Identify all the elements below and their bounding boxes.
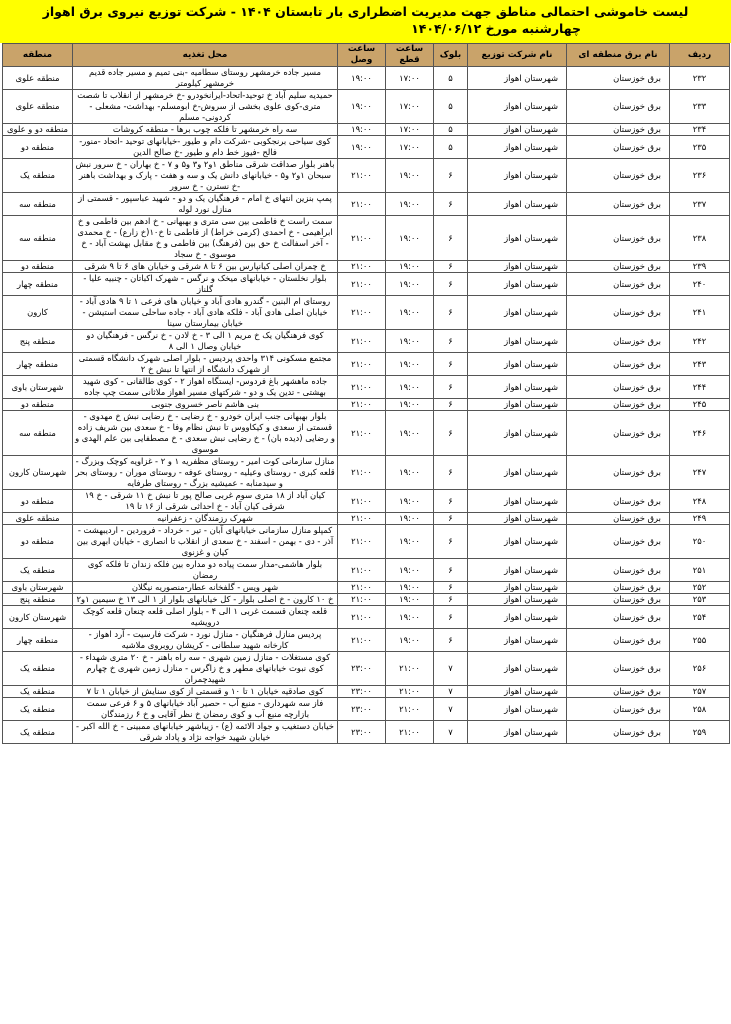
table-row (3, 124, 730, 136)
cell-idx: ۲۵۴ (670, 606, 730, 629)
table-row (3, 513, 730, 525)
cell-zone: منطقه یک (3, 686, 73, 698)
table-row (3, 606, 730, 629)
header-on: ساعت وصل (338, 44, 386, 67)
cell-loc: بلوار نخلستان - خیابانهای میخک و نرگس - شهرک اکباتان - چنبیه علیا - گلناز (73, 273, 338, 296)
cell-off: ۱۹:۰۰ (386, 513, 434, 525)
cell-dist: شهرستان اهواز (468, 67, 567, 90)
cell-block: ۵ (434, 124, 468, 136)
cell-block: ۶ (434, 456, 468, 490)
cell-idx: ۲۵۰ (670, 525, 730, 559)
cell-loc: منازل سازمانی کوت امیر - روستای مظفریه ۱ و ۲ - غزاویه کوچک وبزرگ - قلعه کبری - روستای وعیلیه - روستای عوفه - روستای موران - روستای بحر و سیدمنابه - عمیشیه بزرگ - روستای طرفایه (73, 456, 338, 490)
document-title: لیست خاموشی احتمالی مناطق جهت مدیریت اضطراری بار تابستان ۱۴۰۴ - شرکت توزیع نیروی برق اهواز (42, 4, 689, 19)
cell-dist: شهرستان اهواز (468, 525, 567, 559)
cell-idx: ۲۳۳ (670, 90, 730, 124)
cell-block: ۷ (434, 652, 468, 686)
cell-on: ۲۱:۰۰ (338, 353, 386, 376)
cell-on: ۲۱:۰۰ (338, 193, 386, 216)
cell-company: برق خوزستان (567, 559, 670, 582)
cell-company: برق خوزستان (567, 606, 670, 629)
cell-zone: شهرستان کارون (3, 606, 73, 629)
cell-zone: منطقه دو (3, 136, 73, 159)
cell-off: ۲۱:۰۰ (386, 698, 434, 721)
cell-on: ۲۱:۰۰ (338, 159, 386, 193)
table-row (3, 652, 730, 686)
cell-dist: شهرستان اهواز (468, 353, 567, 376)
cell-company: برق خوزستان (567, 411, 670, 456)
cell-zone: منطقه یک (3, 159, 73, 193)
cell-on: ۲۱:۰۰ (338, 513, 386, 525)
cell-idx: ۲۴۹ (670, 513, 730, 525)
cell-off: ۱۹:۰۰ (386, 606, 434, 629)
cell-zone: منطقه دو (3, 525, 73, 559)
cell-dist: شهرستان اهواز (468, 136, 567, 159)
cell-loc: فاز سه شهرداری - منبع آب - حصیر آباد خیابانهای ۵ و ۶ فرعی سمت بازارچه منبع آب و کوی رمضان خ نظر آقایی و خ ۶ رزمندگان (73, 698, 338, 721)
cell-off: ۱۹:۰۰ (386, 456, 434, 490)
cell-off: ۲۱:۰۰ (386, 721, 434, 744)
header-block: بلوک (434, 44, 468, 67)
cell-off: ۱۹:۰۰ (386, 261, 434, 273)
title-band (0, 0, 731, 43)
table-row (3, 67, 730, 90)
table-row (3, 411, 730, 456)
table-row (3, 376, 730, 399)
cell-zone: منطقه علوی (3, 90, 73, 124)
cell-off: ۱۷:۰۰ (386, 124, 434, 136)
cell-idx: ۲۴۸ (670, 490, 730, 513)
cell-loc: خیابان دستغیب و جواد الائمه (ع) - زیباشهر خیابانهای ممبینی - خ الله اکبر - خیابان شهید خواجه نژاد و پاداد شرقی (73, 721, 338, 744)
cell-dist: شهرستان اهواز (468, 376, 567, 399)
cell-company: برق خوزستان (567, 456, 670, 490)
cell-block: ۷ (434, 721, 468, 744)
cell-on: ۲۳:۰۰ (338, 721, 386, 744)
cell-company: برق خوزستان (567, 296, 670, 330)
cell-idx: ۲۴۶ (670, 411, 730, 456)
table-row (3, 490, 730, 513)
cell-loc: پمپ بنزین انتهای خ امام - فرهنگیان یک و دو - شهید عباسپور - قسمتی از منازل نورد لوله (73, 193, 338, 216)
cell-dist: شهرستان اهواز (468, 629, 567, 652)
table-row (3, 629, 730, 652)
cell-loc: پردیس منازل فرهنگیان - منازل نورد - شرکت فارسیت - آرد اهواز - کارخانه شهید سلطانی - کریشان روبروی ملاشیه (73, 629, 338, 652)
cell-block: ۷ (434, 698, 468, 721)
cell-company: برق خوزستان (567, 273, 670, 296)
cell-dist: شهرستان اهواز (468, 330, 567, 353)
cell-off: ۱۹:۰۰ (386, 490, 434, 513)
cell-zone: منطقه سه (3, 411, 73, 456)
cell-loc: مسیر جاده خرمشهر روستای سطامیه -بنی تمیم و مسیر جاده قدیم خرمشهر کیلومتر (73, 67, 338, 90)
cell-off: ۱۷:۰۰ (386, 136, 434, 159)
table-row (3, 686, 730, 698)
cell-idx: ۲۳۴ (670, 124, 730, 136)
cell-idx: ۲۴۳ (670, 353, 730, 376)
cell-company: برق خوزستان (567, 124, 670, 136)
cell-zone: منطقه پنج (3, 594, 73, 606)
cell-block: ۶ (434, 216, 468, 261)
cell-off: ۱۹:۰۰ (386, 330, 434, 353)
cell-dist: شهرستان اهواز (468, 606, 567, 629)
cell-block: ۶ (434, 513, 468, 525)
cell-dist: شهرستان اهواز (468, 582, 567, 594)
cell-off: ۱۹:۰۰ (386, 525, 434, 559)
cell-company: برق خوزستان (567, 513, 670, 525)
cell-loc: شهر ویس - گلفخانه عطار-منصوریه نیگلان (73, 582, 338, 594)
cell-idx: ۲۳۸ (670, 216, 730, 261)
table-row (3, 698, 730, 721)
cell-dist: شهرستان اهواز (468, 216, 567, 261)
cell-off: ۱۹:۰۰ (386, 216, 434, 261)
cell-loc: کیان آباد از ۱۸ متری سوم غربی صالح پور تا نبش خ ۱۱ شرقی - خ ۱۹ شرقی کیان آباد - خ احداثی شرقی از ۱۶ تا ۱۹ (73, 490, 338, 513)
cell-idx: ۲۳۷ (670, 193, 730, 216)
document-date: چهارشنبه مورخ ۱۴۰۴/۰۶/۱۲ (411, 21, 581, 36)
cell-idx: ۲۴۷ (670, 456, 730, 490)
cell-on: ۲۱:۰۰ (338, 216, 386, 261)
cell-zone: منطقه سه (3, 216, 73, 261)
cell-block: ۷ (434, 686, 468, 698)
cell-block: ۵ (434, 67, 468, 90)
cell-on: ۱۹:۰۰ (338, 124, 386, 136)
cell-dist: شهرستان اهواز (468, 124, 567, 136)
cell-idx: ۲۴۲ (670, 330, 730, 353)
cell-idx: ۲۵۵ (670, 629, 730, 652)
table-header-row (3, 44, 730, 67)
cell-loc: کوی صادقیه خیابان ۱ تا ۱۰ و قسمتی از کوی سنایش از خیابان ۱ تا ۷ (73, 686, 338, 698)
cell-on: ۲۱:۰۰ (338, 399, 386, 411)
cell-idx: ۲۴۰ (670, 273, 730, 296)
cell-loc: حمیدیه سلیم آباد خ توحید-اتحاد-ایرانخودرو -خ خرمشهر از انقلاب تا شصت متری-کوی علوی بخشی از سروش-خ ابومسلم- بهداشت- مشعلی - کردونی- مسلم (73, 90, 338, 124)
cell-loc: خ ۱۰ کارون - خ اصلی بلوار - کل خیابانهای بلوار از ۱ الی ۱۳ خ سیمین ۱و۲ (73, 594, 338, 606)
cell-zone: منطقه یک (3, 721, 73, 744)
cell-block: ۵ (434, 136, 468, 159)
cell-company: برق خوزستان (567, 193, 670, 216)
cell-zone: منطقه یک (3, 559, 73, 582)
cell-idx: ۲۳۵ (670, 136, 730, 159)
cell-company: برق خوزستان (567, 67, 670, 90)
cell-idx: ۲۴۴ (670, 376, 730, 399)
table-row (3, 721, 730, 744)
cell-on: ۱۹:۰۰ (338, 90, 386, 124)
header-zone: منطقه (3, 44, 73, 67)
cell-company: برق خوزستان (567, 261, 670, 273)
cell-company: برق خوزستان (567, 330, 670, 353)
header-idx: ردیف (670, 44, 730, 67)
table-row (3, 353, 730, 376)
cell-loc: سه راه خرمشهر تا فلکه چوب برها - منطقه کروشات (73, 124, 338, 136)
cell-idx: ۲۴۵ (670, 399, 730, 411)
cell-on: ۲۱:۰۰ (338, 261, 386, 273)
cell-company: برق خوزستان (567, 721, 670, 744)
cell-off: ۱۹:۰۰ (386, 376, 434, 399)
cell-off: ۲۱:۰۰ (386, 652, 434, 686)
cell-on: ۲۱:۰۰ (338, 411, 386, 456)
cell-block: ۶ (434, 559, 468, 582)
table-row (3, 330, 730, 353)
cell-on: ۲۱:۰۰ (338, 525, 386, 559)
cell-idx: ۲۴۱ (670, 296, 730, 330)
cell-loc: بلوار بهبهانی جنب ایران خودرو - خ رضایی - خ رضایی نبش خ مهدوی - قسمتی از سعدی و کیکاووس تا نبش نظام وفا - خ سعدی بین شریف زاده و رضایی (دیده بان) - خ رضایی نبش سعدی - خ مصطفایی بین علم الهدی و موسوی (73, 411, 338, 456)
cell-zone: شهرستان باوی (3, 582, 73, 594)
cell-loc: بنی هاشم ناصر خسروی جنوبی (73, 399, 338, 411)
header-company: نام برق منطقه ای (567, 44, 670, 67)
header-off: ساعت قطع (386, 44, 434, 67)
cell-block: ۶ (434, 261, 468, 273)
cell-off: ۱۹:۰۰ (386, 193, 434, 216)
cell-idx: ۲۵۹ (670, 721, 730, 744)
cell-on: ۲۱:۰۰ (338, 582, 386, 594)
cell-on: ۲۱:۰۰ (338, 273, 386, 296)
cell-dist: شهرستان اهواز (468, 261, 567, 273)
cell-idx: ۲۵۲ (670, 582, 730, 594)
cell-on: ۲۱:۰۰ (338, 594, 386, 606)
cell-off: ۱۹:۰۰ (386, 559, 434, 582)
cell-block: ۶ (434, 582, 468, 594)
cell-idx: ۲۵۱ (670, 559, 730, 582)
header-dist: نام شرکت توزیع (468, 44, 567, 67)
cell-block: ۶ (434, 159, 468, 193)
table-row (3, 296, 730, 330)
table-row (3, 136, 730, 159)
cell-on: ۲۱:۰۰ (338, 490, 386, 513)
cell-on: ۱۹:۰۰ (338, 67, 386, 90)
cell-dist: شهرستان اهواز (468, 559, 567, 582)
cell-zone: منطقه یک (3, 652, 73, 686)
cell-off: ۱۹:۰۰ (386, 629, 434, 652)
table-body (3, 67, 730, 744)
cell-zone: منطقه دو و علوی (3, 124, 73, 136)
cell-loc: بلوار هاشمی-مدار سمت پیاده دو مداره بین فلکه زندان تا فلکه کوی رمضان (73, 559, 338, 582)
cell-off: ۱۹:۰۰ (386, 582, 434, 594)
cell-block: ۶ (434, 594, 468, 606)
header-loc: محل تغذیه (73, 44, 338, 67)
cell-dist: شهرستان اهواز (468, 490, 567, 513)
cell-loc: کمپلو منازل سازمانی خیابانهای آبان - تیر - خرداد - فروردین - اردیبهشت - آذر - دی - بهمن - اسفند - خ سعدی از انقلاب تا انصاری - خیابان ابهری بین کیان و غزنوی (73, 525, 338, 559)
cell-zone: شهرستان کارون (3, 456, 73, 490)
cell-on: ۲۳:۰۰ (338, 698, 386, 721)
cell-idx: ۲۳۲ (670, 67, 730, 90)
cell-zone: منطقه چهار (3, 629, 73, 652)
table-row (3, 159, 730, 193)
cell-company: برق خوزستان (567, 629, 670, 652)
cell-company: برق خوزستان (567, 594, 670, 606)
cell-idx: ۲۵۶ (670, 652, 730, 686)
cell-off: ۱۹:۰۰ (386, 594, 434, 606)
table-row (3, 594, 730, 606)
table-row (3, 90, 730, 124)
cell-block: ۶ (434, 330, 468, 353)
cell-zone: منطقه دو (3, 490, 73, 513)
cell-loc: قلعه چنعان قسمت غربی ۱ الی ۴ - بلوار اصلی قلعه چنعان قلعه کوچک درویشیه (73, 606, 338, 629)
table-row (3, 273, 730, 296)
cell-on: ۲۳:۰۰ (338, 652, 386, 686)
cell-block: ۶ (434, 376, 468, 399)
cell-company: برق خوزستان (567, 159, 670, 193)
cell-loc: باهنر بلوار صداقت شرقی مناطق ۱و۲ و۳ و۵ و ۷ - خ بهاران - خ سرور نبش سبحان ۱و۲ و۵ - خیابانهای دانش یک و سه و هفت - پارک و بهداشت باهنر -خ نسترن - خ سرور (73, 159, 338, 193)
cell-block: ۵ (434, 90, 468, 124)
cell-off: ۱۹:۰۰ (386, 159, 434, 193)
cell-dist: شهرستان اهواز (468, 193, 567, 216)
cell-block: ۶ (434, 525, 468, 559)
cell-company: برق خوزستان (567, 353, 670, 376)
table-row (3, 456, 730, 490)
cell-dist: شهرستان اهواز (468, 652, 567, 686)
cell-company: برق خوزستان (567, 490, 670, 513)
cell-company: برق خوزستان (567, 399, 670, 411)
cell-loc: کوی مستغلات - منازل زمین شهری - سه راه باهنر - خ ۲۰ متری شهداء - کوی نبوت خیابانهای مطهر و خ زاگرس - منازل زمین شهری خ چهارم شهیدچمران (73, 652, 338, 686)
cell-zone: منطقه علوی (3, 67, 73, 90)
cell-dist: شهرستان اهواز (468, 399, 567, 411)
cell-company: برق خوزستان (567, 525, 670, 559)
table-row (3, 399, 730, 411)
cell-company: برق خوزستان (567, 90, 670, 124)
cell-off: ۱۹:۰۰ (386, 399, 434, 411)
cell-off: ۱۹:۰۰ (386, 296, 434, 330)
cell-zone: منطقه چهار (3, 273, 73, 296)
cell-zone: کارون (3, 296, 73, 330)
cell-idx: ۲۵۳ (670, 594, 730, 606)
cell-idx: ۲۳۹ (670, 261, 730, 273)
cell-loc: سمت راست خ فاطمی بین سی متری و بهبهانی - خ ادهم بین فاطمی و خ ابراهیمی - خ احمدی (کرمی خراط) از فاطمی تا خ۱۰(خ زارع) - خ محمدی - آخر اسفالت خ حق بین (فرهنگ) بین فاطمی و خ مقابل بهشت آباد - خ موسوی - خ سجاد (73, 216, 338, 261)
cell-zone: شهرستان باوی (3, 376, 73, 399)
cell-block: ۶ (434, 629, 468, 652)
cell-block: ۶ (434, 399, 468, 411)
cell-dist: شهرستان اهواز (468, 90, 567, 124)
cell-on: ۲۱:۰۰ (338, 559, 386, 582)
cell-block: ۶ (434, 606, 468, 629)
cell-on: ۲۱:۰۰ (338, 296, 386, 330)
cell-dist: شهرستان اهواز (468, 296, 567, 330)
cell-dist: شهرستان اهواز (468, 411, 567, 456)
cell-dist: شهرستان اهواز (468, 456, 567, 490)
cell-on: ۲۱:۰۰ (338, 376, 386, 399)
cell-off: ۱۹:۰۰ (386, 273, 434, 296)
cell-company: برق خوزستان (567, 136, 670, 159)
cell-loc: روستای ام البنین - گندرو هادی آباد و خیابان های فرعی ۱ تا ۹ هادی آباد - خیابان اصلی هادی آباد - فلکه هادی آباد - جاده ساحلی سمت استیشن - خیابان بیمارستان سینا (73, 296, 338, 330)
cell-dist: شهرستان اهواز (468, 698, 567, 721)
cell-company: برق خوزستان (567, 216, 670, 261)
cell-idx: ۲۳۶ (670, 159, 730, 193)
cell-loc: جاده ماهشهر باغ فردوس- ایستگاه اهواز ۲ - کوی طالقانی - کوی شهید بهشتی - تدین یک و دو - شرکتهای مسیر اهواز ملاثانی سمت چپ جاده (73, 376, 338, 399)
table-row (3, 193, 730, 216)
cell-off: ۱۷:۰۰ (386, 67, 434, 90)
cell-loc: خ چمران اصلی کیانپارس بین ۶ تا ۸ شرقی و خیابان های ۶ تا ۹ شرقی (73, 261, 338, 273)
cell-loc: شهرک رزمندگان - زعفرانیه (73, 513, 338, 525)
cell-company: برق خوزستان (567, 652, 670, 686)
cell-on: ۱۹:۰۰ (338, 136, 386, 159)
cell-on: ۲۱:۰۰ (338, 330, 386, 353)
cell-dist: شهرستان اهواز (468, 273, 567, 296)
cell-zone: منطقه دو (3, 399, 73, 411)
cell-on: ۲۱:۰۰ (338, 456, 386, 490)
table-row (3, 582, 730, 594)
cell-zone: منطقه علوی (3, 513, 73, 525)
cell-loc: مجتمع مسکونی ۳۱۴ واحدی پردیس - بلوار اصلی شهرک دانشگاه قسمتی از شهرک دانشگاه از انتها تا نبش خ ۲ (73, 353, 338, 376)
cell-zone: منطقه سه (3, 193, 73, 216)
cell-company: برق خوزستان (567, 376, 670, 399)
cell-dist: شهرستان اهواز (468, 513, 567, 525)
cell-dist: شهرستان اهواز (468, 159, 567, 193)
cell-block: ۶ (434, 193, 468, 216)
cell-block: ۶ (434, 353, 468, 376)
cell-company: برق خوزستان (567, 686, 670, 698)
table-row (3, 559, 730, 582)
cell-company: برق خوزستان (567, 698, 670, 721)
cell-on: ۲۳:۰۰ (338, 686, 386, 698)
cell-dist: شهرستان اهواز (468, 686, 567, 698)
cell-dist: شهرستان اهواز (468, 721, 567, 744)
cell-block: ۶ (434, 273, 468, 296)
cell-off: ۱۹:۰۰ (386, 411, 434, 456)
cell-block: ۶ (434, 296, 468, 330)
cell-off: ۱۹:۰۰ (386, 353, 434, 376)
cell-zone: منطقه پنج (3, 330, 73, 353)
cell-dist: شهرستان اهواز (468, 594, 567, 606)
cell-idx: ۲۵۷ (670, 686, 730, 698)
table-row (3, 261, 730, 273)
cell-block: ۶ (434, 490, 468, 513)
cell-company: برق خوزستان (567, 582, 670, 594)
cell-block: ۶ (434, 411, 468, 456)
cell-zone: منطقه دو (3, 261, 73, 273)
cell-on: ۲۱:۰۰ (338, 629, 386, 652)
cell-zone: منطقه یک (3, 698, 73, 721)
cell-loc: کوی سیاحی برنجکوبی -شرکت دام و طیور -خیابانهای توحید -اتحاد -منور- فالح -فیوز خط دام و طیور -خ صالح الدین (73, 136, 338, 159)
cell-on: ۲۱:۰۰ (338, 606, 386, 629)
outage-table (2, 43, 730, 744)
cell-idx: ۲۵۸ (670, 698, 730, 721)
cell-off: ۲۱:۰۰ (386, 686, 434, 698)
table-row (3, 216, 730, 261)
table-row (3, 525, 730, 559)
cell-off: ۱۷:۰۰ (386, 90, 434, 124)
cell-loc: کوی فرهنگیان یک خ مریم ۱ الی ۳ - خ لادن - خ نرگس - فرهنگیان دو خیابان وصال ۱ الی ۸ (73, 330, 338, 353)
cell-zone: منطقه چهار (3, 353, 73, 376)
